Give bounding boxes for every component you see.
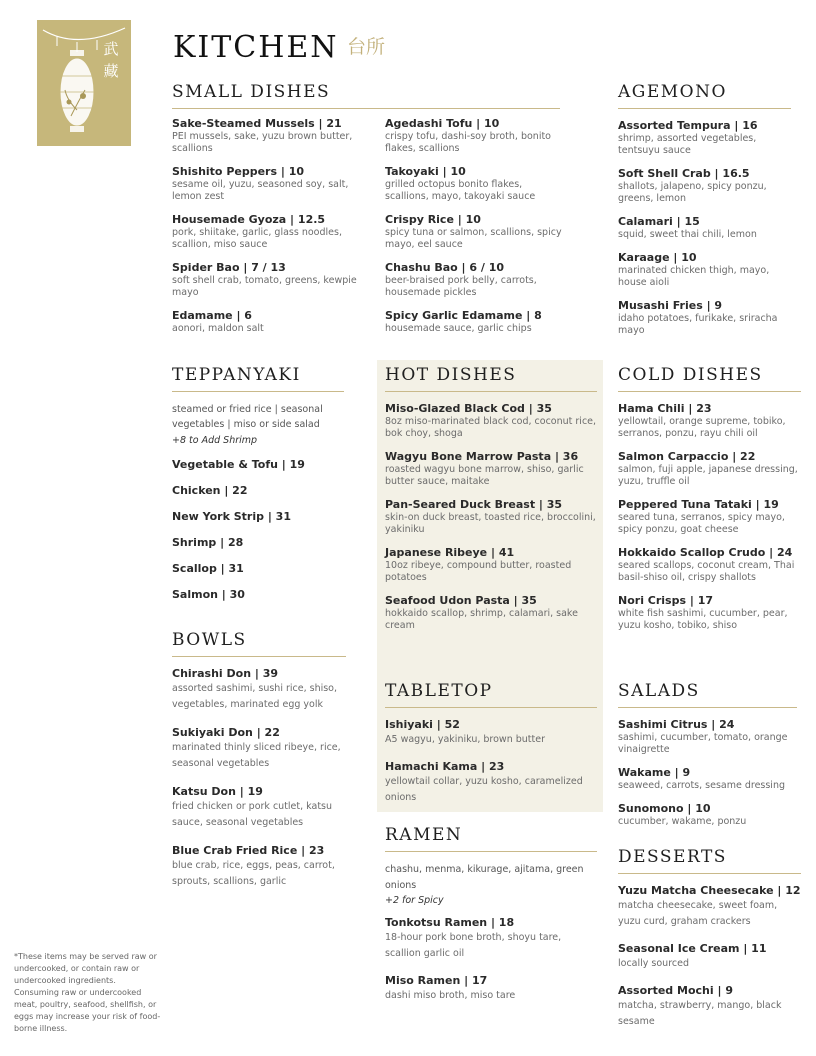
item-name: Miso-Glazed Black Cod | 35	[385, 402, 552, 415]
item-desc: pork, shiitake, garlic, glass noodles, scallion, miso sauce	[172, 227, 342, 250]
item-name: Soft Shell Crab | 16.5	[618, 167, 750, 180]
small-dishes-section	[172, 81, 560, 119]
menu-item	[618, 498, 801, 536]
item-desc: A5 wagyu, yakiniku, brown butter	[385, 734, 545, 745]
item-desc: dashi miso broth, miso tare	[385, 990, 516, 1001]
menu-item: New York Strip | 31	[172, 510, 291, 523]
desserts-section	[618, 846, 801, 1040]
item-desc: seaweed, carrots, sesame dressing	[618, 780, 785, 791]
item-desc: spicy tuna or salmon, scallions, spicy mayo, eel sauce	[385, 227, 562, 250]
menu-item	[618, 167, 791, 205]
hot-dishes-section	[385, 364, 597, 642]
menu-item	[618, 119, 791, 157]
cold-dishes-section	[618, 364, 801, 642]
item-name: Hamachi Kama | 23	[385, 760, 505, 773]
item-name: Calamari | 15	[618, 215, 700, 228]
item-name: Peppered Tuna Tataki | 19	[618, 498, 779, 511]
item-desc: shrimp, assorted vegetables, tentsuyu sauce	[618, 133, 757, 156]
teppanyaki-section	[172, 364, 344, 614]
section-heading: TABLETOP	[385, 680, 597, 708]
section-heading: SMALL DISHES	[172, 81, 560, 109]
raw-food-disclaimer: *These items may be served raw or undercooked, or contain raw or undercooked ingredients. Consuming raw or undercooked meat, poultry, seafood, shellfish, or eggs may increase your risk of food-borne illness.	[14, 952, 161, 1033]
item-name: Agedashi Tofu | 10	[385, 117, 500, 130]
item-name: Sukiyaki Don | 22	[172, 726, 280, 739]
menu-item: Shrimp | 28	[172, 536, 244, 549]
svg-text:藏: 藏	[103, 62, 119, 80]
item-name: Yuzu Matcha Cheesecake | 12	[618, 884, 801, 897]
item-name: Katsu Don | 19	[172, 785, 263, 798]
small-dishes-col2	[385, 117, 565, 345]
item-name: Hokkaido Scallop Crudo | 24	[618, 546, 793, 559]
menu-item	[385, 117, 565, 155]
item-name: Shishito Peppers | 10	[172, 165, 305, 178]
section-heading: DESSERTS	[618, 846, 801, 874]
menu-item: Salmon | 30	[172, 588, 245, 601]
menu-item	[385, 718, 597, 748]
menu-item	[385, 402, 597, 440]
item-desc: soft shell crab, tomato, greens, kewpie mayo	[172, 275, 357, 298]
item-desc: grilled octopus bonito flakes, scallions, mayo, takoyaki sauce	[385, 179, 536, 202]
ramen-addon: +2 for Spicy	[385, 895, 444, 906]
item-desc: cucumber, wakame, ponzu	[618, 816, 747, 827]
menu-item	[385, 261, 565, 299]
item-desc: matcha, strawberry, mango, black sesame	[618, 1000, 782, 1027]
item-name: Chashu Bao | 6 / 10	[385, 261, 505, 274]
item-desc: yellowtail, orange supreme, tobiko, serranos, ponzu, rayu chili oil	[618, 416, 786, 439]
item-name: Seafood Udon Pasta | 35	[385, 594, 537, 607]
item-name: Housemade Gyoza | 12.5	[172, 213, 326, 226]
menu-item	[618, 766, 797, 792]
item-name: Chirashi Don | 39	[172, 667, 279, 680]
item-name: Nori Crisps | 17	[618, 594, 714, 607]
menu-item	[618, 215, 791, 241]
item-name: Sake-Steamed Mussels | 21	[172, 117, 342, 130]
item-name: Sashimi Citrus | 24	[618, 718, 735, 731]
menu-item	[172, 309, 362, 335]
menu-item	[385, 309, 565, 335]
item-desc: idaho potatoes, furikake, sriracha mayo	[618, 313, 778, 336]
item-desc: beer-braised pork belly, carrots, housemade pickles	[385, 275, 537, 298]
item-desc: sesame oil, yuzu, seasoned soy, salt, lemon zest	[172, 179, 349, 202]
item-desc: squid, sweet thai chili, lemon	[618, 229, 757, 240]
menu-item	[618, 802, 797, 828]
item-name: Musashi Fries | 9	[618, 299, 723, 312]
item-desc: 8oz miso-marinated black cod, coconut rice, bok choy, shoga	[385, 416, 597, 439]
menu-item	[618, 546, 801, 584]
menu-item	[172, 726, 346, 772]
restaurant-logo	[37, 20, 131, 146]
menu-item	[172, 785, 346, 831]
item-desc: locally sourced	[618, 958, 689, 969]
menu-item	[385, 546, 597, 584]
menu-item	[172, 667, 346, 713]
section-heading: AGEMONO	[618, 81, 791, 109]
menu-item	[618, 718, 797, 756]
tabletop-section	[385, 680, 597, 816]
item-name: Miso Ramen | 17	[385, 974, 488, 987]
menu-item	[618, 402, 801, 440]
item-desc: salmon, fuji apple, japanese dressing, yuzu, truffle oil	[618, 464, 798, 487]
menu-item	[618, 450, 801, 488]
item-desc: 10oz ribeye, compound butter, roasted potatoes	[385, 560, 572, 583]
item-name: Wakame | 9	[618, 766, 691, 779]
menu-item	[618, 594, 801, 632]
item-name: Assorted Tempura | 16	[618, 119, 758, 132]
menu-item	[618, 984, 801, 1030]
item-desc: crispy tofu, dashi-soy broth, bonito flakes, scallions	[385, 131, 551, 154]
menu-item	[618, 884, 801, 930]
page-title-japanese: 台所	[347, 36, 386, 58]
item-desc: aonori, maldon salt	[172, 323, 264, 334]
menu-item	[618, 251, 791, 289]
item-desc: marinated chicken thigh, mayo, house aioli	[618, 265, 770, 288]
item-name: Pan-Seared Duck Breast | 35	[385, 498, 563, 511]
menu-item	[172, 844, 346, 890]
lantern-icon	[37, 20, 131, 146]
section-heading: BOWLS	[172, 629, 346, 657]
item-name: Hama Chili | 23	[618, 402, 712, 415]
menu-item: Scallop | 31	[172, 562, 244, 575]
menu-item	[385, 450, 597, 488]
section-heading: HOT DISHES	[385, 364, 597, 392]
item-name: Blue Crab Fried Rice | 23	[172, 844, 325, 857]
menu-item	[385, 498, 597, 536]
item-desc: seared tuna, serranos, spicy mayo, spicy ponzu, goat cheese	[618, 512, 785, 535]
menu-item	[385, 213, 565, 251]
page-title: KITCHEN	[173, 30, 339, 65]
item-desc: matcha cheesecake, sweet foam, yuzu curd, graham crackers	[618, 900, 778, 927]
item-name: Ishiyaki | 52	[385, 718, 460, 731]
ramen-note: chashu, menma, kikurage, ajitama, green onions	[385, 864, 584, 891]
menu-item: Chicken | 22	[172, 484, 248, 497]
menu-item	[618, 942, 801, 972]
menu-item	[172, 165, 362, 203]
item-desc: hokkaido scallop, shrimp, calamari, sake cream	[385, 608, 578, 631]
logo-text: 武	[103, 40, 119, 58]
item-desc: sashimi, cucumber, tomato, orange vinaigrette	[618, 732, 788, 755]
item-name: Spider Bao | 7 / 13	[172, 261, 286, 274]
ramen-section	[385, 824, 597, 1014]
menu-item	[172, 213, 362, 251]
item-name: Wagyu Bone Marrow Pasta | 36	[385, 450, 579, 463]
menu-item	[385, 916, 597, 962]
item-desc: blue crab, rice, eggs, peas, carrot, sprouts, scallions, garlic	[172, 860, 335, 887]
bowls-section	[172, 629, 346, 900]
item-desc: housemade sauce, garlic chips	[385, 323, 532, 334]
item-desc: marinated thinly sliced ribeye, rice, seasonal vegetables	[172, 742, 341, 769]
item-desc: skin-on duck breast, toasted rice, broccolini, yakiniku	[385, 512, 596, 535]
item-name: Seasonal Ice Cream | 11	[618, 942, 767, 955]
item-name: Karaage | 10	[618, 251, 697, 264]
section-heading: COLD DISHES	[618, 364, 801, 392]
item-name: Tonkotsu Ramen | 18	[385, 916, 515, 929]
item-desc: white fish sashimi, cucumber, pear, yuzu kosho, tobiko, shiso	[618, 608, 788, 631]
menu-item	[385, 165, 565, 203]
teppanyaki-note: steamed or fried rice | seasonal vegetables | miso or side salad	[172, 404, 323, 430]
item-desc: roasted wagyu bone marrow, shiso, garlic butter sauce, maitake	[385, 464, 584, 487]
teppanyaki-addon: +8 to Add Shrimp	[172, 435, 258, 446]
item-desc: shallots, jalapeno, spicy ponzu, greens, lemon	[618, 181, 767, 204]
menu-item	[618, 299, 791, 337]
menu-item	[172, 261, 362, 299]
item-name: Edamame | 6	[172, 309, 252, 322]
item-desc: 18-hour pork bone broth, shoyu tare, scallion garlic oil	[385, 932, 562, 959]
menu-item	[385, 760, 597, 806]
section-heading: RAMEN	[385, 824, 597, 852]
section-heading: SALADS	[618, 680, 797, 708]
item-desc: assorted sashimi, sushi rice, shiso, vegetables, marinated egg yolk	[172, 683, 338, 710]
item-name: Salmon Carpaccio | 22	[618, 450, 756, 463]
section-heading: TEPPANYAKI	[172, 364, 344, 392]
menu-item: Vegetable & Tofu | 19	[172, 458, 305, 471]
item-desc: seared scallops, coconut cream, Thai basil-shiso oil, crispy shallots	[618, 560, 795, 583]
item-name: Spicy Garlic Edamame | 8	[385, 309, 542, 322]
item-desc: PEI mussels, sake, yuzu brown butter, scallions	[172, 131, 353, 154]
item-name: Japanese Ribeye | 41	[385, 546, 515, 559]
item-name: Assorted Mochi | 9	[618, 984, 733, 997]
item-name: Sunomono | 10	[618, 802, 711, 815]
agemono-section	[618, 81, 791, 347]
small-dishes-col1	[172, 117, 362, 345]
menu-item	[385, 594, 597, 632]
item-name: Crispy Rice | 10	[385, 213, 481, 226]
salads-section	[618, 680, 797, 838]
menu-item	[385, 974, 597, 1004]
item-desc: fried chicken or pork cutlet, katsu sauce, seasonal vegetables	[172, 801, 333, 828]
item-desc: yellowtail collar, yuzu kosho, caramelized onions	[385, 776, 583, 803]
item-name: Takoyaki | 10	[385, 165, 466, 178]
menu-item	[172, 117, 362, 155]
